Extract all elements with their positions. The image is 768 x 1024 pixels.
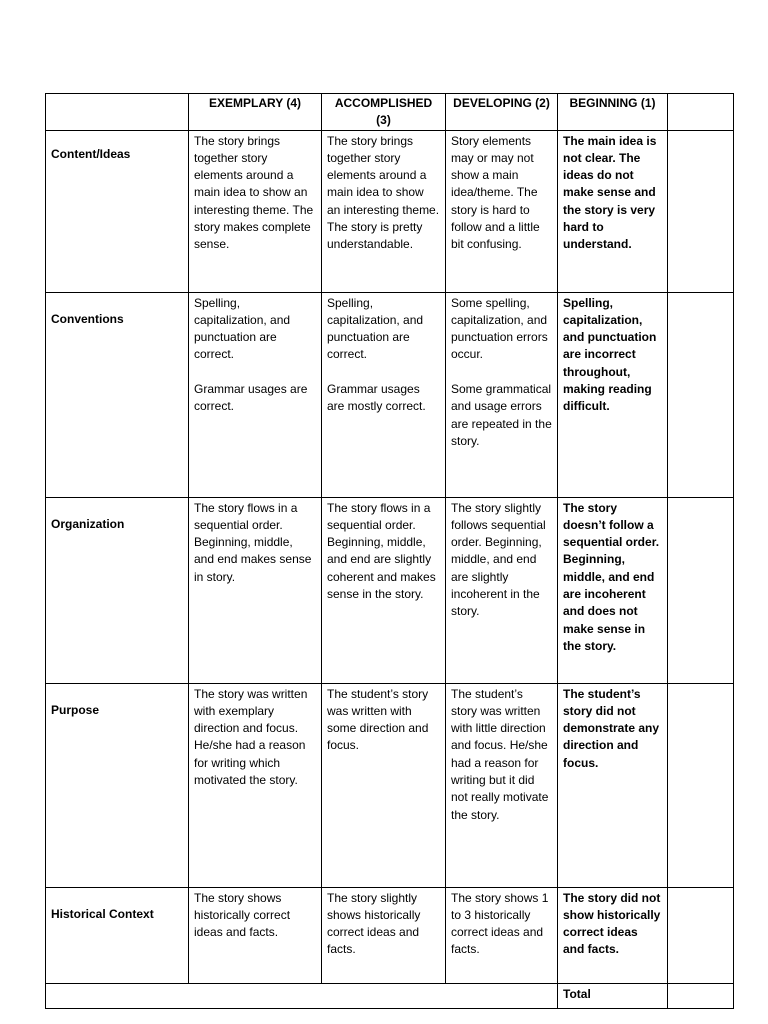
criterion-label: Purpose: [46, 683, 189, 887]
table-row: [46, 497, 734, 683]
beginning-cell: The story did not show historically correct ideas and facts.: [558, 887, 668, 983]
header-accomplished: ACCOMPLISHED (3): [322, 94, 446, 131]
total-score-cell: [668, 983, 734, 1008]
exemplary-cell: Spelling, capitalization, and punctuation are correct. Grammar usages are correct.: [189, 292, 322, 497]
criterion-label: Historical Context: [46, 887, 189, 983]
table-row: [46, 683, 734, 887]
developing-cell: The story slightly follows sequential order. Beginning, middle, and end are slightly incoherent in the story.: [446, 497, 558, 683]
exemplary-cell: The story was written with exemplary direction and focus. He/she had a reason for writing which motivated the story.: [189, 683, 322, 887]
accomplished-cell: Spelling, capitalization, and punctuation are correct. Grammar usages are mostly correct.: [322, 292, 446, 497]
total-spacer-cell: [46, 983, 558, 1008]
accomplished-cell: The story slightly shows historically correct ideas and facts.: [322, 887, 446, 983]
header-row: [46, 94, 734, 131]
rubric-table: [45, 93, 734, 1009]
table-row: [46, 130, 734, 292]
beginning-cell: The main idea is not clear. The ideas do not make sense and the story is very hard to understand.: [558, 130, 668, 292]
beginning-cell: The student’s story did not demonstrate any direction and focus.: [558, 683, 668, 887]
table-row: [46, 887, 734, 983]
developing-cell: Some spelling, capitalization, and punctuation errors occur. Some grammatical and usage errors are repeated in the story.: [446, 292, 558, 497]
total-row: [46, 983, 734, 1008]
exemplary-cell: The story brings together story elements around a main idea to show an interesting theme. The story makes complete sense.: [189, 130, 322, 292]
exemplary-cell: The story flows in a sequential order. Beginning, middle, and end makes sense in story.: [189, 497, 322, 683]
developing-cell: The student’s story was written with little direction and focus. He/she had a reason for writing but it did not really motivate the story.: [446, 683, 558, 887]
header-score-cell: [668, 94, 734, 131]
table-row: [46, 292, 734, 497]
header-exemplary: EXEMPLARY (4): [189, 94, 322, 131]
header-empty-cell: [46, 94, 189, 131]
accomplished-cell: The story flows in a sequential order. Beginning, middle, and end are slightly coherent and makes sense in the story.: [322, 497, 446, 683]
score-cell: [668, 292, 734, 497]
accomplished-cell: The student’s story was written with some direction and focus.: [322, 683, 446, 887]
criterion-label: Conventions: [46, 292, 189, 497]
criterion-label: Organization: [46, 497, 189, 683]
score-cell: [668, 497, 734, 683]
beginning-cell: Spelling, capitalization, and punctuation are incorrect throughout, making reading difficult.: [558, 292, 668, 497]
developing-cell: The story shows 1 to 3 historically correct ideas and facts.: [446, 887, 558, 983]
accomplished-cell: The story brings together story elements around a main idea to show an interesting theme. The story is pretty understandable.: [322, 130, 446, 292]
exemplary-cell: The story shows historically correct ideas and facts.: [189, 887, 322, 983]
score-cell: [668, 130, 734, 292]
score-cell: [668, 683, 734, 887]
criterion-label: Content/Ideas: [46, 130, 189, 292]
header-beginning: BEGINNING (1): [558, 94, 668, 131]
developing-cell: Story elements may or may not show a main idea/theme. The story is hard to follow and a little bit confusing.: [446, 130, 558, 292]
beginning-cell: The story doesn’t follow a sequential order. Beginning, middle, and end are incoherent and does not make sense in the story.: [558, 497, 668, 683]
total-label: Total: [558, 983, 668, 1008]
score-cell: [668, 887, 734, 983]
header-developing: DEVELOPING (2): [446, 94, 558, 131]
